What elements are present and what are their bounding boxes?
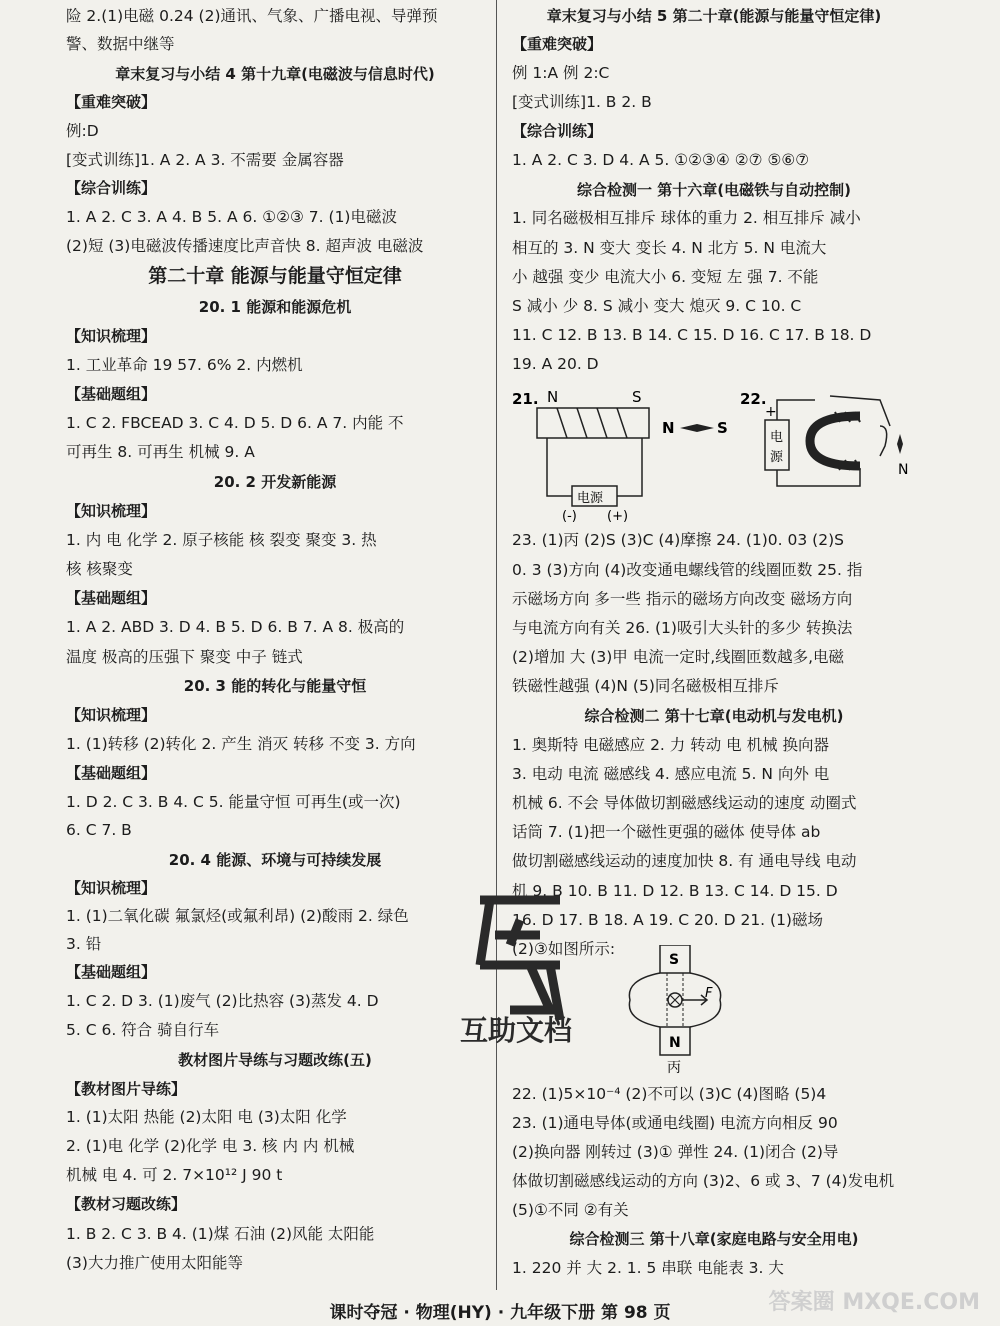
section-label: 【基础题组】	[66, 764, 157, 782]
answer-line: 警、数据中继等	[66, 35, 175, 53]
answer-line: 示磁场方向 多一些 指示的磁场方向改变 磁场方向	[512, 590, 853, 608]
fig22-source-1: 电	[770, 430, 784, 445]
section-label: 【基础题组】	[66, 385, 157, 403]
answer-line: 22. (1)5×10⁻⁴ (2)不可以 (3)C (4)图略 (5)4	[512, 1085, 827, 1103]
answer-line: (2)短 (3)电磁波传播速度比声音快 8. 超声波 电磁波	[66, 237, 424, 255]
answer-line: 可再生 8. 可再生 机械 9. A	[66, 443, 255, 461]
answer-line: 1. 奥斯特 电磁感应 2. 力 转动 电 机械 换向器	[512, 736, 829, 754]
fig21-pole-right: S	[632, 388, 642, 406]
answer-line: 0. 3 (3)方向 (4)改变通电螺线管的线圈匝数 25. 指	[512, 561, 863, 579]
fig21-minus: (-)	[562, 509, 577, 524]
answer-line: 险 2.(1)电磁 0.24 (2)通讯、气象、广播电视、导弹预	[66, 7, 438, 25]
section-label: 【重难突破】	[66, 93, 157, 111]
answer-line: 1. 内 电 化学 2. 原子核能 核 裂变 聚变 3. 热	[66, 531, 377, 549]
figure-21-solenoid	[512, 386, 737, 526]
fig21-pole-left: N	[547, 388, 559, 406]
answer-line: 温度 极高的压强下 聚变 中子 链式	[66, 648, 303, 666]
section-label: 【重难突破】	[512, 35, 603, 53]
answer-line: 1. 同名磁极相互排斥 球体的重力 2. 相互排斥 减小	[512, 209, 861, 227]
fig-bing-pole-bottom: N	[669, 1035, 681, 1051]
watermark: 答案圈 MXQE.COM	[768, 1290, 980, 1315]
answer-line: 3. 电动 电流 磁感线 4. 感应电流 5. N 向外 电	[512, 765, 830, 783]
answer-line: (2)换向器 刚转过 (3)① 弹性 24. (1)闭合 (2)导	[512, 1143, 839, 1161]
answer-line: 机 9. B 10. B 11. D 12. B 13. C 14. D 15. D	[512, 882, 838, 900]
fig22-pole: N	[898, 462, 909, 478]
fig-bing-force: F	[705, 986, 713, 1001]
answer-line: 1. A 2. ABD 3. D 4. B 5. D 6. B 7. A 8. 极高的	[66, 618, 405, 636]
answer-line: 5. C 6. 符合 骑自行车	[66, 1021, 220, 1039]
column-divider	[496, 0, 497, 1290]
answer-line: 1. A 2. C 3. A 4. B 5. A 6. ①②③ 7. (1)电磁波	[66, 208, 397, 226]
answer-line: (3)大力推广使用太阳能等	[66, 1254, 243, 1272]
answer-line: S 减小 少 8. S 减小 变大 熄灭 9. C 10. C	[512, 297, 802, 315]
section-heading: 章末复习与小结 5 第二十章(能源与能量守恒定律)	[546, 7, 882, 25]
answer-line: 核 核聚变	[66, 560, 133, 578]
answer-line: 体做切割磁感线运动的方向 (3)2、6 或 3、7 (4)发电机	[512, 1172, 895, 1190]
figure-22-electromagnet	[740, 386, 920, 506]
answer-line: 1. (1)太阳 热能 (2)太阳 电 (3)太阳 化学	[66, 1108, 347, 1126]
answer-line: 1. (1)转移 (2)转化 2. 产生 消灭 转移 不变 3. 方向	[66, 735, 416, 753]
section-label: 【综合训练】	[512, 122, 603, 140]
section-heading: 20. 2 开发新能源	[213, 473, 337, 491]
fig-bing-pole-top: S	[669, 952, 680, 968]
section-heading: 20. 1 能源和能源危机	[198, 298, 352, 316]
answer-line: 1. C 2. D 3. (1)废气 (2)比热容 (3)蒸发 4. D	[66, 992, 379, 1010]
section-heading: 20. 4 能源、环境与可持续发展	[168, 851, 382, 869]
fig21-source: 电源	[577, 491, 604, 506]
fig21-needle-s: S	[717, 419, 728, 437]
answer-line: 11. C 12. B 13. B 14. C 15. D 16. C 17. B 18. D	[512, 326, 872, 344]
stamp-logo	[450, 880, 620, 1080]
answer-line: 例 1:A 例 2:C	[512, 64, 610, 82]
section-heading: 教材图片导练与习题改练(五)	[178, 1051, 372, 1069]
answer-line: 16. D 17. B 18. A 19. C 20. D 21. (1)磁场	[512, 911, 823, 929]
answer-line: 与电流方向有关 26. (1)吸引大头针的多少 转换法	[512, 619, 853, 637]
answer-line: 相互的 3. N 变大 变长 4. N 北方 5. N 电流大	[512, 239, 827, 257]
answer-line: 23. (1)丙 (2)S (3)C (4)摩擦 24. (1)0. 03 (2)S	[512, 531, 844, 549]
answer-line: 2. (1)电 化学 (2)化学 电 3. 核 内 内 机械	[66, 1137, 355, 1155]
answer-line: 1. C 2. FBCEAD 3. C 4. D 5. D 6. A 7. 内能 不	[66, 414, 404, 432]
answer-line: 1. B 2. C 3. B 4. (1)煤 石油 (2)风能 太阳能	[66, 1225, 375, 1243]
section-heading: 第二十章 能源与能量守恒定律	[148, 265, 402, 287]
section-label: 【知识梳理】	[66, 327, 157, 345]
fig21-label: 21.	[512, 390, 539, 408]
section-heading: 综合检测二 第十七章(电动机与发电机)	[584, 707, 844, 725]
answer-line: 3. 铅	[66, 935, 102, 953]
answer-line: 铁磁性越强 (4)N (5)同名磁极相互排斥	[512, 677, 779, 695]
section-label: 【基础题组】	[66, 589, 157, 607]
answer-line: [变式训练]1. A 2. A 3. 不需要 金属容器	[66, 151, 344, 169]
answer-line: (2)增加 大 (3)甲 电流一定时,线圈匝数越多,电磁	[512, 648, 845, 666]
figure-bing-motor	[625, 945, 725, 1075]
answer-line: 1. (1)二氧化碳 氟氯烃(或氟利昂) (2)酸雨 2. 绿色	[66, 907, 409, 925]
fig22-plus: +	[765, 404, 777, 420]
answer-line: 1. D 2. C 3. B 4. C 5. 能量守恒 可再生(或一次)	[66, 793, 401, 811]
answer-line: [变式训练]1. B 2. B	[512, 93, 652, 111]
fig22-source-2: 源	[770, 450, 784, 465]
section-heading: 20. 3 能的转化与能量守恒	[183, 677, 367, 695]
section-label: 【综合训练】	[66, 179, 157, 197]
answer-line: 例:D	[66, 122, 99, 140]
answer-line: (2)③如图所示:	[512, 940, 616, 958]
answer-line: 1. 220 并 大 2. 1. 5 串联 电能表 3. 大	[512, 1259, 784, 1277]
section-label: 【知识梳理】	[66, 879, 157, 897]
page-footer: 课时夺冠 · 物理(HY) · 九年级下册 第 98 页	[329, 1303, 671, 1323]
answer-line: 小 越强 变少 电流大小 6. 变短 左 强 7. 不能	[512, 268, 819, 286]
answer-line: 机械 电 4. 可 2. 7×10¹² J 90 t	[66, 1166, 283, 1184]
section-label: 【知识梳理】	[66, 706, 157, 724]
answer-line: 机械 6. 不会 导体做切割磁感线运动的速度 动圈式	[512, 794, 857, 812]
fig21-plus: (+)	[607, 509, 629, 524]
section-label: 【知识梳理】	[66, 502, 157, 520]
answer-line: 话筒 7. (1)把一个磁性更强的磁体 使导体 ab	[512, 823, 821, 841]
fig-bing-caption: 丙	[667, 1060, 681, 1075]
section-heading: 综合检测三 第十八章(家庭电路与安全用电)	[569, 1230, 859, 1248]
section-label: 【基础题组】	[66, 963, 157, 981]
fig22-label: 22.	[740, 390, 767, 408]
answer-line: 做切割磁感线运动的速度加快 8. 有 通电导线 电动	[512, 852, 857, 870]
answer-line: 1. A 2. C 3. D 4. A 5. ①②③④ ②⑦ ⑤⑥⑦	[512, 151, 810, 169]
answer-line: 23. (1)通电导体(或通电线圈) 电流方向相反 90	[512, 1114, 838, 1132]
answer-line: 6. C 7. B	[66, 821, 132, 839]
section-label: 【教材图片导练】	[66, 1080, 187, 1098]
answer-line: (5)①不同 ②有关	[512, 1201, 629, 1219]
answer-line: 19. A 20. D	[512, 355, 599, 373]
section-label: 【教材习题改练】	[66, 1195, 187, 1213]
answer-line: 1. 工业革命 19 57. 6% 2. 内燃机	[66, 356, 303, 374]
section-heading: 综合检测一 第十六章(电磁铁与自动控制)	[577, 181, 851, 199]
stamp-text: 互助文档	[460, 1014, 573, 1047]
section-heading: 章末复习与小结 4 第十九章(电磁波与信息时代)	[115, 65, 435, 83]
fig21-needle-n: N	[662, 419, 675, 437]
